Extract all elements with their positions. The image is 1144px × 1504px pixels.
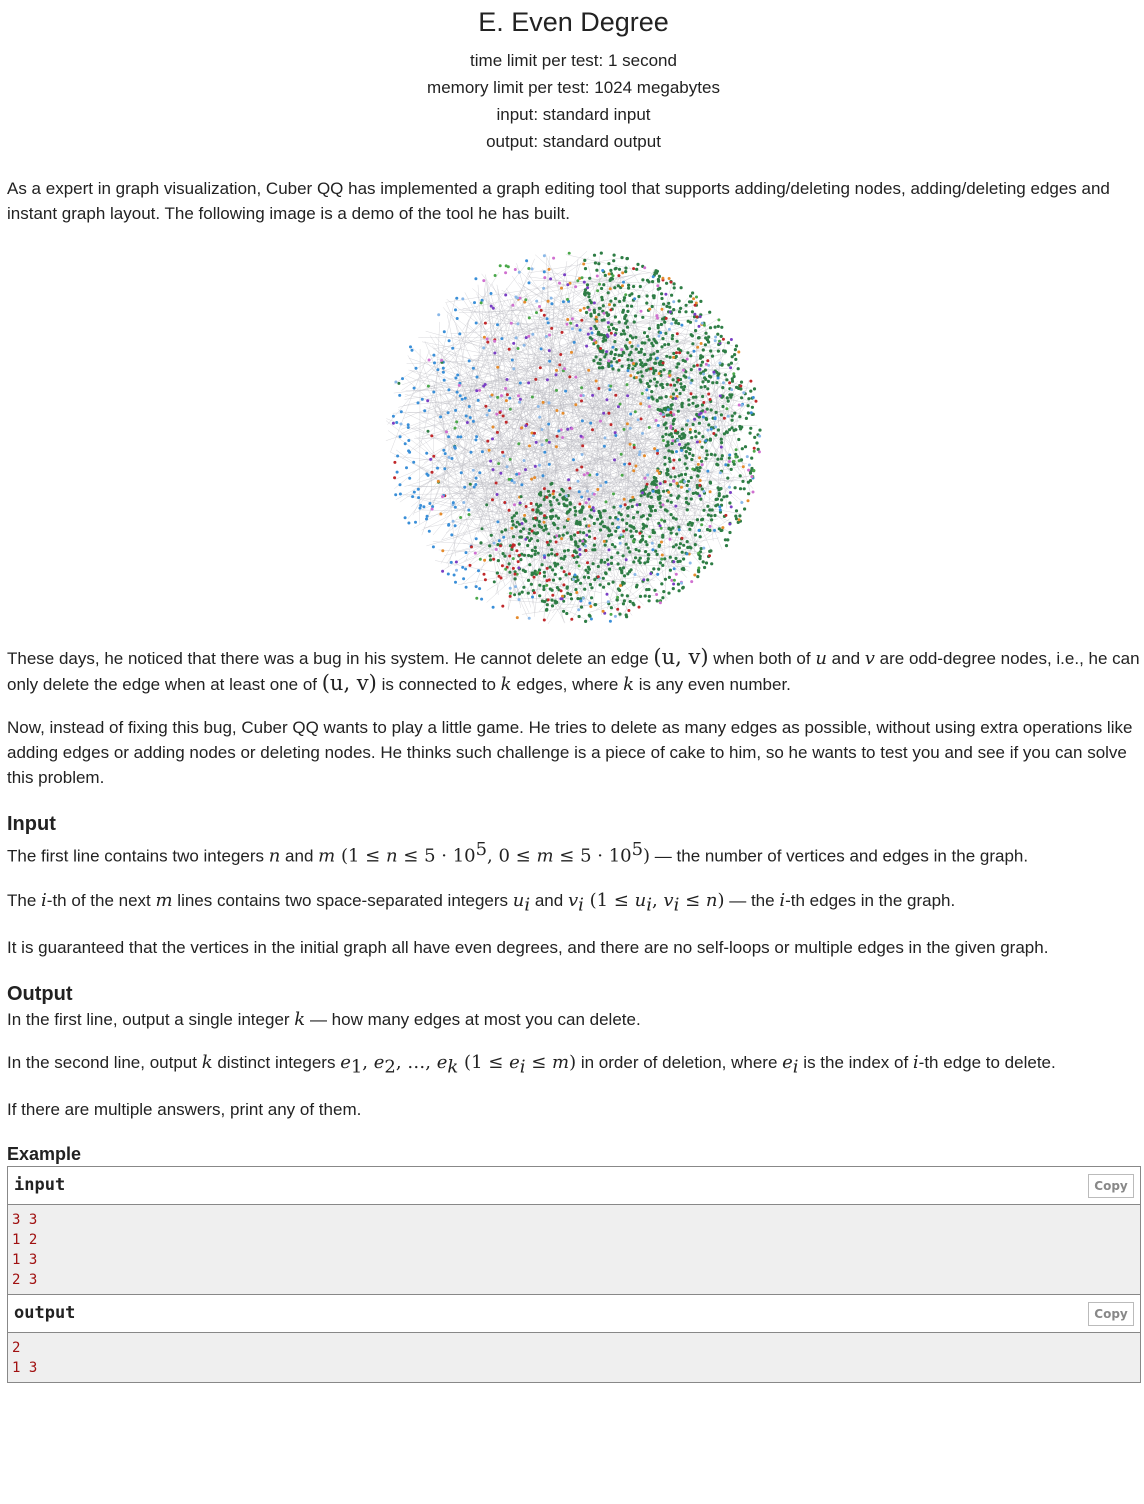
sample-output-label: output xyxy=(14,1303,76,1324)
statement-paragraph-2: These days, he noticed that there was a bug in his system. He cannot delete an edge (u, v) when both of u and v are odd-degree nodes, i.e., he can only delete the edge when at least one of (u, v) is connected to k edges, where k is any even number. xyxy=(7,645,1140,695)
time-limit: time limit per test: 1 second xyxy=(470,51,677,70)
sample-tests xyxy=(7,1166,1141,1383)
input-line-2: The i-th of the next m lines contains two space-separated integers $u_i$ and $v_i$ ($1 \le u_i$, $v_i \le n$) — the i-th edges in the graph. xyxy=(7,889,956,916)
sample-output-line: 2 xyxy=(12,1340,21,1357)
problem-limits xyxy=(7,47,1140,155)
input-line-3: It is guaranteed that the vertices in the initial graph all have even degrees, and there are no self-loops or multiple edges in the given graph. xyxy=(7,938,1049,958)
sample-input-header xyxy=(8,1167,1140,1205)
sample-output-header xyxy=(8,1295,1140,1333)
output-line-3: If there are multiple answers, print any of them. xyxy=(7,1100,362,1120)
input-spec: input: standard input xyxy=(496,105,651,124)
sample-input-label: input xyxy=(14,1175,66,1196)
problem-title: E. Even Degree xyxy=(478,7,669,37)
input-line-1: The first line contains two integers n and m ($1 \le n \le 5 \cdot 10^5$, $0 \le m \le 5 \cdot 10^5$) — the number of vertices and edges in the graph. xyxy=(7,839,1029,867)
memory-limit: memory limit per test: 1024 megabytes xyxy=(427,78,720,97)
copy-output-button[interactable]: Copy xyxy=(1088,1302,1134,1326)
sample-input-line: 1 2 xyxy=(12,1232,38,1249)
sample-output-line: 1 3 xyxy=(12,1360,38,1377)
output-section-title: Output xyxy=(7,983,73,1006)
output-spec: output: standard output xyxy=(486,132,661,151)
input-section-title: Input xyxy=(7,813,56,835)
statement-paragraph-3: Now, instead of fixing this bug, Cuber QQ wants to play a little game. He tries to delete as many edges as possible, without using extra operations like adding edges or adding nodes or deleting nodes. He thinks such challenge is a piece of cake to him, so he wants to test you and see if you can solve this problem. xyxy=(7,718,1133,787)
sample-input-body xyxy=(8,1205,1140,1294)
sample-input-line: 1 3 xyxy=(12,1252,38,1269)
sample-output-body xyxy=(8,1333,1140,1382)
example-title: Example xyxy=(7,1144,82,1165)
sample-input-line: 3 3 xyxy=(12,1212,38,1229)
output-line-2: In the second line, output k distinct integers $e_1$, $e_2$, …, $e_k$ $(1 \le e_i \le m)$ in order of deletion, where $e_i$ is the index of i-th edge to delete. xyxy=(7,1052,1056,1078)
graph-visualization-image xyxy=(7,243,1140,633)
output-line-1: In the first line, output a single integer k — how many edges at most you can delete. xyxy=(7,1009,641,1031)
copy-input-button[interactable]: Copy xyxy=(1088,1174,1134,1198)
sample-input-line: 2 3 xyxy=(12,1272,38,1289)
statement-paragraph-1: As a expert in graph visualization, Cuber QQ has implemented a graph editing tool that supports adding/deleting nodes, adding/deleting edges and instant graph layout. The following image is a demo of the tool he has built. xyxy=(7,179,1110,223)
graph-demo-figure xyxy=(7,243,1140,633)
problem-page xyxy=(7,0,1140,1383)
